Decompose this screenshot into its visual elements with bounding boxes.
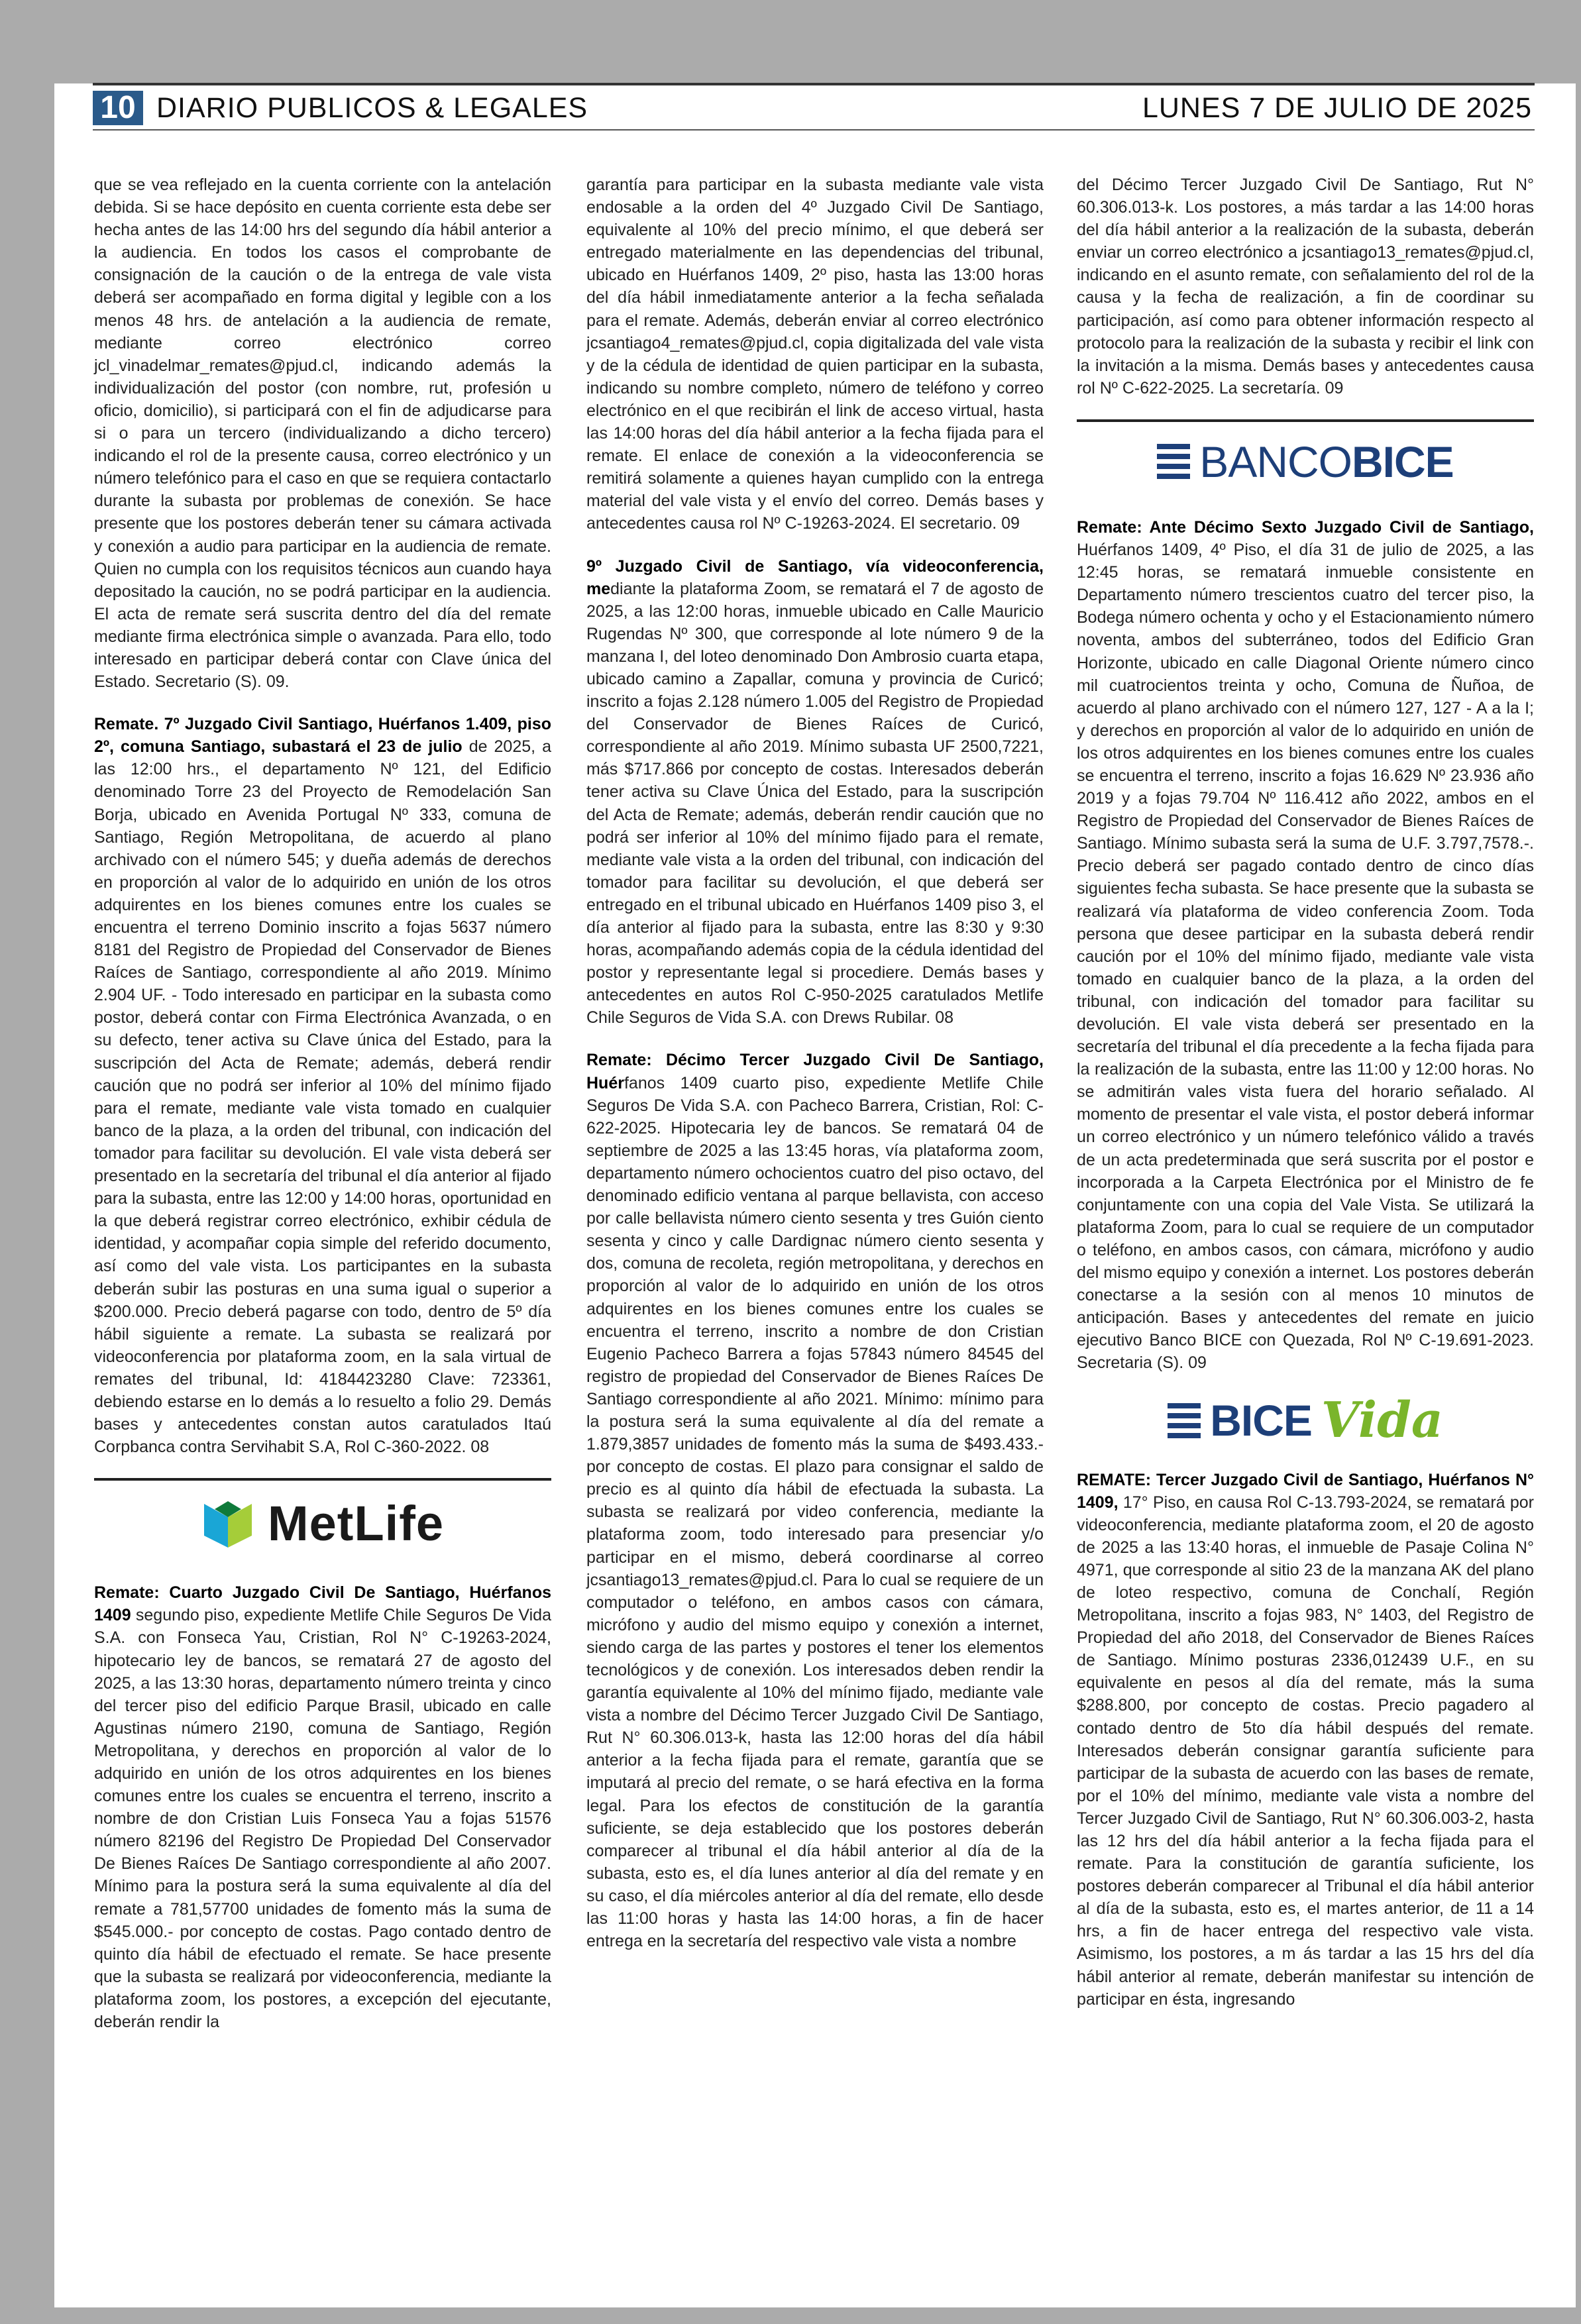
notice-body: fanos 1409 cuarto piso, expediente Metlife Chile Seguros De Vida S.A. con Pacheco Barrera, Cristian, Rol: C-622-2025. Hipotecaria ley de bancos. Se rematará 04 de septiembre de 2025 a las 13:45 horas, vía plataforma zoom, departamento número ochocientos cuatro del piso octavo, del denominado edificio ventana al parque bellavista, con acceso por calle bellavista número ciento sesenta y tres Guión ciento sesenta y cinco y calle Dardignac número ciento sesenta y dos, comuna de recoleta, región metropolitana, y derechos en proporción al valor de lo adquirido en unión de los otros adquirentes en los bienes comunes entre los cuales se encuentra el terreno, inscrito a nombre de don Cristian Eugenio Pacheco Barrera a fojas 57843 número 84545 del registro de propiedad del Conservador de Bienes Raíces De Santiago correspondiente al año 2021. Mínimo: mínimo para la postura será la suma equivalente al día del remate a 1.879,3857 unidades de fomento más la suma de $493.433.- por concepto de costas. El plazo para consignar el saldo de precio es al quinto día hábil de efectuada la subasta. La subasta se realizará por video conferencia, mediante la plataforma zoom, todo interesado para presenciar y/o participar en el mismo, deberá coordinarse al correo jcsantiago13_remates@pjud.cl. Para lo cual se requiere de un computador o teléfono, en ambos casos con cámara, micrófono y audio del mismo equipo y conexión a internet, siendo carga de las partes y postores el tener los elementos tecnológicos y de conexión. Los interesados deben rendir la garantía equivalente al 10% del mínimo fijado, mediante vale vista a nombre del Décimo Tercer Juzgado Civil De Santiago, Rut N° 60.306.013-k, hasta las 12:00 horas del día hábil anterior a la fecha fijada para el remate, garantía que se imputará al precio del remate, o se hará efectiva en la forma legal. Para los efectos de constitución de la garantía suficiente, se deja establecido que los postores deberán comparecer al tribunal el día hábil anterior al día de la subasta, esto es, el día lunes anterior al día del remate y en su caso, el día miércoles anterior al día del remate, ello desde las 11:00 horas y hasta las 14:00 horas, a fin de hacer entrega en la secretaría del respectivo vale vista a nombre [586,1073,1044,1951]
notice-tercer-juzgado [1077,1469,1534,2011]
page-number: 10 [93,91,143,125]
notice-body: segundo piso, expediente Metlife Chile Seguros De Vida S.A. con Fonseca Yau, Cristian, Rol N° C-19263-2024, hipotecario ley de bancos, se rematará 27 de agosto del 2025, a las 13:30 horas, departamento número treinta y cinco del tercer piso del edificio Parque Brasil, ubicado en calle Agustinas número 2190, comuna de Santiago, Región Metropolitana, y derechos en proporción al valor de lo adquirido en unión de los otros adquirentes en los bienes comunes entre los cuales se encuentra el terreno, inscrito a nombre de don Cristian Luis Fonseca Yau a fojas 51576 número 82196 del Registro De Propiedad Del Conservador De Bienes Raíces De Santiago correspondiente al año 2007. Mínimo para la postura será la suma equivalente al día del remate a 781,57700 unidades de fomento más la suma de $545.000.- por concepto de costas. Pago contado dentro de quinto día hábil de efectuado el remate. Se hace presente que la subasta se realizará por videoconferencia, mediante la plataforma zoom, los postores, a excepción del ejecutante, deberán rendir la [94,1606,551,2032]
metlife-logo [94,1478,551,1567]
notice-body: Huérfanos 1409, 4º Piso, el día 31 de julio de 2025, a las 12:45 horas, se rematará inmueble consistente en Departamento número trescientos cuatro del tercer piso, la Bodega número ochenta y ocho y el Estacionamiento número noventa, ambos del subterráneo, todos del Edificio Gran Horizonte, ubicado en calle Diagonal Oriente número cinco mil cuatrocientos treinta y ocho, Comuna de Ñuñoa, de acuerdo al plano archivado con el número 127, 127 - A a la I; y derechos en proporción al valor de lo adquirido en unión de los otros adquirentes en los bienes comunes entre los cuales se encuentra el terreno, inscrito a fojas 16.629 Nº 23.936 año 2019 y a fojas 79.704 Nº 116.412 año 2022, ambos en el Registro de Propiedad del Conservador de Bienes Raíces de Santiago. Mínimo subasta será la suma de U.F. 3.797,7578.-. Precio deberá ser pagado contado dentro de cinco días siguientes fecha subasta. Se hace presente que la subasta se realizará vía plataforma de video conferencia Zoom. Toda persona que desee participar en la subasta deberá rendir caución por el 10% del mínimo fijado, mediante vale vista tomado en cualquier banco de la plaza, a la orden del tribunal, con indicación del tomador para facilitar su devolución. El vale vista deberá ser presentado en la secretaría del tribunal el día precedente a la fecha fijada para la realización de la subasta, entre las 11:00 y 12:00 horas. No se admitirán vales vista fuera del horario señalado. Al momento de presentar el vale vista, el postor deberá informar un correo electrónico y un número telefónico válido a través de un acta predeterminada que será suscrita por el postor e incorporada a la Carpeta Electrónica por el Ministro de fe conjuntamente con una copia del Vale Vista. Se utilizará la plataforma Zoom, para lo cual se requiere de un computador o teléfono, en ambos casos, con cámara, micrófono y audio del mismo equipo y conexión a internet. Los postores deberán conectarse a la sesión con al menos 10 minutos de anticipación. Bases y antecedentes del remate en juicio ejecutivo Banco BICE con Quezada, Rol Nº C-19.691-2023. Secretaria (S). 09 [1077,541,1534,1373]
notice-heading: 9º Juzgado Civil de Santiago, vía videoconferencia, me [586,556,1044,598]
notice-remate-cuarto-juzgado [94,1581,551,2033]
bice-vida-logo [1077,1388,1534,1454]
vida-script-text: Vida [1321,1392,1443,1450]
notice-heading: Remate: Cuarto Juzgado Civil De Santiago, Huérfanos 1409 [94,1583,551,1625]
column-3 [1077,174,1534,2031]
publication-title: DIARIO PUBLICOS & LEGALES [156,92,588,124]
bice-logo-text: BANCOBICE [1199,437,1454,486]
notice-text: garantía para participar en la subasta mediante vale vista endosable a la orden del 4º Juzgado Civil De Santiago, equivalente al 10% del precio mínimo, el que deberá ser entregado materialmente en las dependencias del tribunal, ubicado en Huérfanos 1409, 2º piso, hasta las 13:00 horas del día hábil inmediatamente anterior a la fecha señalada para el remate. Además, deberán enviar al correo electrónico jcsantiago4_remates@pjud.cl, copia digitalizada del vale vista y de la cédula de identidad de quien participar en la subasta, indicando su nombre completo, número de teléfono y correo electrónico en el que recibirán el link de acceso virtual, hasta las 14:00 horas del día hábil anterior a la fecha fijada para el remate. El enlace de conexión a la videoconferencia se remitirá solamente a quienes hayan cumplido con la entrega material del vale vista y el envío del correo. Demás bases y antecedentes causa rol Nº C-19263-2024. El secretario. 09 [586,176,1044,533]
publication-date: LUNES 7 DE JULIO DE 2025 [1142,92,1532,124]
notice-text: del Décimo Tercer Juzgado Civil De Santiago, Rut N° 60.306.013-k. Los postores, a más tardar a las 14:00 horas del día hábil anterior a la realización de la subasta, deberán enviar un correo electrónico a jcsantiago13_remates@pjud.cl, indicando en el asunto remate, con señalamiento del rol de la causa y la fecha de realización, a fin de coordinar su participación, así como para obtener información respecto al protocolo para la realización de la subasta y recibir el link con la invitación a la misma. Demás bases y antecedentes causa rol Nº C-622-2025. La secretaría. 09 [1077,176,1534,397]
notice-decimo-tercer-juzgado [586,1049,1044,1952]
notice-9-juzgado [586,555,1044,1030]
notice-heading: Remate. 7º Juzgado Civil Santiago, Huérfanos 1.409, piso 2º, comuna Santiago, subastará el 23 de julio [94,715,551,757]
notice-body: diante la plataforma Zoom, se rematará el 7 de agosto de 2025, a las 12:00 horas, inmueble ubicado en Calle Mauricio Rugendas Nº 300, que corresponde al lote número 9 de la manzana I, del loteo denominado Don Ambrosio cuarta etapa, ubicado camino a Zapallar, comuna y provincia de Curicó; inscrito a fojas 2.128 número 1.005 del Registro de Propiedad del Conservador de Bienes Raíces de Curicó, correspondiente al año 2019. Mínimo subasta UF 2500,7221, más $717.866 por concepto de costas. Interesados deberán tener activa su Clave Única del Estado, para la suscripción del Acta de Remate; además, deberán rendir caución que no podrá ser inferior al 10% del mínimo fijado para el remate, mediante vale vista a la orden del tribunal, con indicación del tomador para facilitar su devolución, el que deberá ser entregado en el tribunal ubicado en Huérfanos 1409 piso 3, el día anterior al fijado para la subasta, entre las 8:30 y 9:30 horas, acompañando además copia de la cédula identidad del postor y representante legal si procediere. Demás bases y antecedentes en autos Rol C-950-2025 caratulados Metlife Chile Seguros de Vida S.A. con Drews Rubilar. 08 [586,579,1044,1028]
bice-stripes-icon [1157,444,1190,479]
bice-vida-stripes-icon [1168,1403,1201,1438]
notice-remate-7-juzgado [94,713,551,1458]
notice-decimo-sexto-juzgado [1077,516,1534,1375]
notice-text: que se vea reflejado en la cuenta corriente con la antelación debida. Si se hace depósito en cuenta corriente esta debe ser hecha antes de las 14:00 hrs del segundo día hábil anterior a la audiencia. En todos los casos el comprobante de consignación de la caución o de la entrega de vale vista deberá ser acompañado en forma digital y legible con a los menos 48 hrs. de antelación a la audiencia de remate, mediante correo electrónico correo jcl_vinadelmar_remates@pjud.cl, indicando además la individualización del postor (con nombre, rut, profesión u oficio, domicilio), si participará con el fin de adjudicarse para si o para un tercero (individualizando a dicho tercero) indicando el rol de la presente causa, correo electrónico y un número telefónico para el caso en que se requiera contactarlo durante la subasta por problemas de conexión. Se hace presente que los postores deberán tener su cámara activada y conexión a audio para participar en la audiencia de remate. Quien no cumpla con los requisitos técnicos aun cuando haya depositado la caución, no se podrá participar en la audiencia. El acta de remate será suscrita dentro del día del remate mediante firma electrónica simple o avanzada. Para ello, todo interesado en participar deberá contar con Clave única del Estado. Secretario (S). 09. [94,176,551,692]
metlife-logo-icon [201,1497,254,1550]
banco-bice-logo [1077,419,1534,502]
notice-heading: Remate: Ante Décimo Sexto Juzgado Civil de Santiago, [1077,517,1534,537]
column-2 [586,174,1044,1972]
notice-heading: REMATE: Tercer Juzgado Civil de Santiago, Huérfanos N° 1409, [1077,1470,1534,1512]
metlife-logo-text: MetLife [268,1496,444,1552]
notice-heading: Remate: Décimo Tercer Juzgado Civil De Santiago, Huér [586,1051,1044,1092]
column-1 [94,174,551,2053]
page-header [93,83,1535,131]
bice-vida-logo-text: BICE [1210,1396,1312,1446]
notice-body: 17° Piso, en causa Rol C-13.793-2024, se rematará por videoconferencia, mediante plataforma zoom, el 20 de agosto de 2025 a las 13:40 horas, el inmueble de Pasaje Colina N° 4971, que corresponde al sitio 23 de la manzana AK del plano de loteo respectivo, comuna de Conchalí, Región Metropolitana, inscrito a fojas 983, N° 1403, del Registro de Propiedad del año 2018, del Conservador de Bienes Raíces de Santiago. Mínimo posturas 2336,012439 U.F., en su equivalente en pesos al día del remate, más la suma $288.800, por concepto de costas. Precio pagadero al contado dentro de 5to día hábil después del remate. Interesados deberán consignar garantía suficiente para participar de la subasta de acuerdo con las bases de remate, por el 10% del mínimo, mediante vale vista a nombre del Tercer Juzgado Civil de Santiago, Rut N° 60.306.003-2, hasta las 12 hrs del día hábil anterior a la fecha fijada para el remate. Para la constitución de garantía suficiente, los postores deberán comparecer al Tribunal el día hábil anterior al día de la subasta, esto es, el martes anterior, de 11 a 14 hrs, a fin de hacer entrega del respectivo vale vista. Asimismo, los postores, a m ás tardar a las 15 hrs del día hábil anterior al remate, deberán manifestar su intención de participar en ésta, ingresando [1077,1493,1534,2009]
notice-body: de 2025, a las 12:00 hrs., el departamento Nº 121, del Edificio denominado Torre 23 del Proyecto de Remodelación San Borja, ubicado en Avenida Portugal Nº 333, comuna de Santiago, Región Metropolitana, de acuerdo al plano archivado con el número 545; y dueña además de derechos en proporción al valor de lo adquirido en unión de los otros adquirentes en los bienes comunes entre los cuales se encuentra el terreno Dominio inscrito a fojas 5637 número 8181 del Registro de Propiedad del Conservador de Bienes Raíces de Santiago, correspondiente al año 2019. Mínimo 2.904 UF. - Todo interesado en participar en la subasta como postor, deberá contar con Firma Electrónica Avanzada, o en su defecto, tener activa su Clave única del Estado, para la suscripción del Acta de Remate; además, deberá rendir caución que no podrá ser inferior al 10% del mínimo fijado para el remate, mediante vale vista tomado en cualquier banco de la plaza, a la orden del tribunal, con indicación del tomador para facilitar su devolución. El vale vista deberá ser presentado en la secretaría del tribunal el día anterior al fijado para la subasta, entre las 12:00 y 14:00 horas, oportunidad en la que deberá registrar correo electrónico, exhibir cédula de identidad, y acompañar copia simple del referido documento, así como del vale vista. Los participantes en la subasta deberán subir las posturas en una suma igual o superior a $200.000. Precio deberá pagarse con todo, dentro de 5º día hábil siguiente a remate. La subasta se realizará por videoconferencia por plataforma zoom, en la sala virtual de remates del tribunal, Id: 4184423280 Clave: 723361, debiendo estarse en lo demás a lo resuelto a folio 29. Demás bases y antecedentes constan autos caratulados Itaú Corpbanca contra Servihabit S.A, Rol C-360-2022. 08 [94,737,551,1457]
